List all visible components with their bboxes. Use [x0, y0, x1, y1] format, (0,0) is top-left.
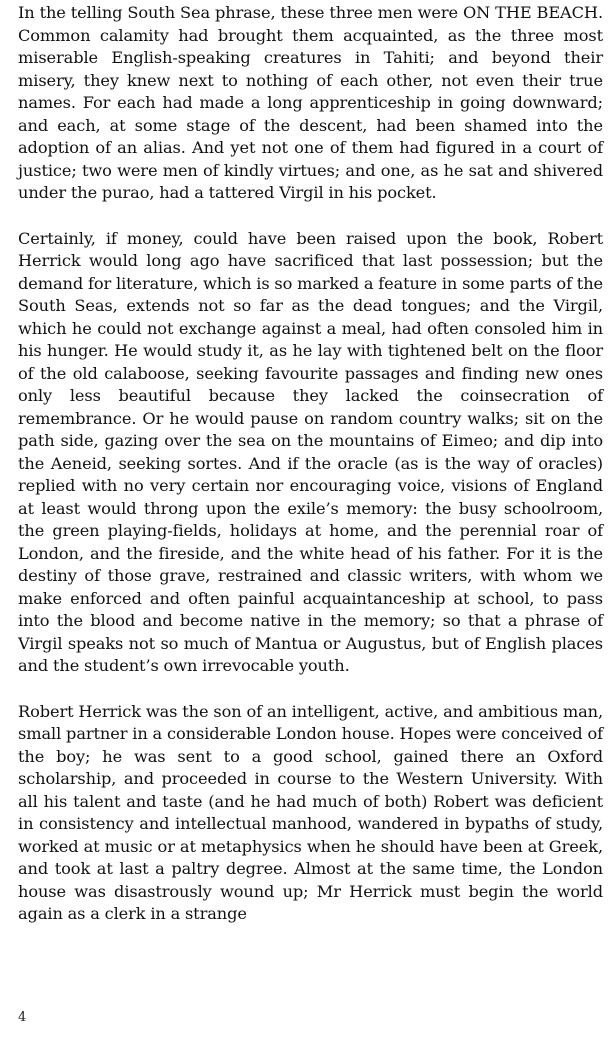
paragraph-2: Certainly, if money, could have been raised upon the book, Robert Herrick would long ago have sacrificed that last possession; but the demand for literature, which is so marked a feature in some parts of the South Seas, extends not so far as the dead tongues; and the Virgil, which he could not exchange against a meal, had often consoled him in his hunger. He would study it, as he lay with tightened belt on the floor of the old calaboose, seeking favourite passages and finding new ones only less beautiful because they lacked the coinsecration of remembrance. Or he would pause on random country walks; sit on the path side, gazing over the sea on the mountains of Eimeo; and dip into the Aeneid, seeking sortes. And if the oracle (as is the way of oracles) replied with no very certain nor encouraging voice, visions of England at least would throng upon the exile’s memory: the busy schoolroom, the green playing-fields, holidays at home, and the perennial roar of London, and the fireside, and the white head of his father. For it is the destiny of those grave, restrained and classic writers, with whom we make enforced and often painful acquaintanceship at school, to pass into the blood and become native in the memory; so that a phrase of Virgil speaks not so much of Mantua or Augustus, but of English places and the student’s own irrevocable youth.: [18, 228, 604, 675]
page-number: 4: [18, 1010, 27, 1025]
paragraph-1: In the telling South Sea phrase, these three men were ON THE BEACH. Common calamity had brought them acquainted, as the three most miserable English-speaking creatures in Tahiti; and beyond their misery, they knew next to nothing of each other, not even their true names. For each had made a long apprenticeship in going downward; and each, at some stage of the descent, had been shamed into the adoption of an alias. And yet not one of them had figured in a court of justice; two were men of kindly virtues; and one, as he sat and shivered under the purao, had a tattered Virgil in his pocket.: [18, 3, 603, 202]
page-body: [18, 2, 603, 949]
paragraph-3: Robert Herrick was the son of an intelligent, active, and ambitious man, small partner in a considerable London house. Hopes were conceived of the boy; he was sent to a good school, gained there an Oxford scholarship, and proceeded in course to the Western University. With all his talent and taste (and he had much of both) Robert was deficient in consistency and intellectual manhood, wandered in bypaths of study, worked at music or at metaphysics when he should have been at Greek, and took at last a paltry degree. Almost at the same time, the London house was disastrously wound up; Mr Herrick must begin the world again as a clerk in a strange: [18, 701, 603, 923]
